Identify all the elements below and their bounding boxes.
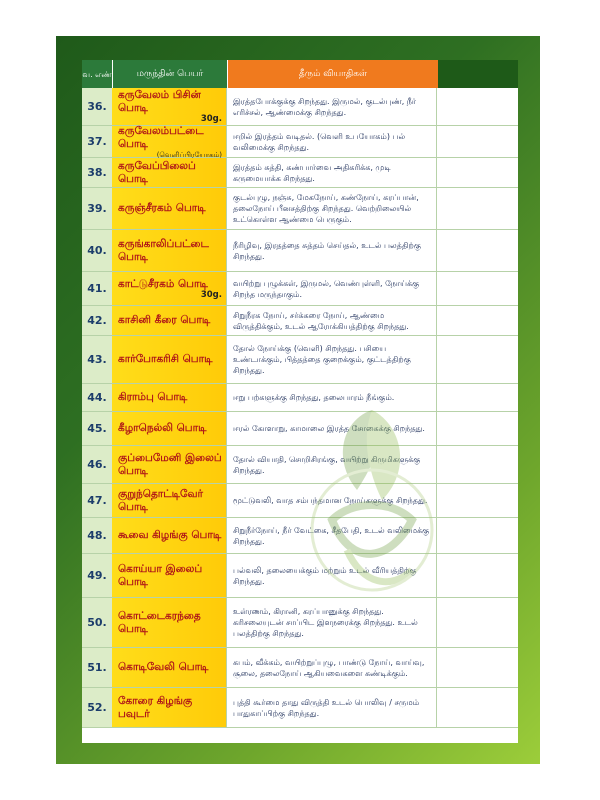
medicine-name-cell (112, 554, 226, 597)
medicine-name-cell (112, 230, 226, 271)
table-row (82, 446, 518, 484)
blank-cell (436, 336, 518, 383)
cures-description: ஈறில் இரத்தம் வடிதல். (வெளி உபயோகம்) பல் வலிமைக்கு சிறந்தது. (226, 126, 436, 157)
row-number: 48. (82, 518, 112, 553)
table-row (82, 648, 518, 688)
medicine-name: கருவேப்பிலைப் பொடி (118, 159, 196, 185)
table-row (82, 188, 518, 230)
row-number: 47. (82, 484, 112, 517)
medicine-name: கருஞ்சீரகம் பொடி (118, 202, 206, 214)
cures-description: தோல் நோய்க்கு (வெளி) சிறந்தது. பசியை உண்டாக்கும், பித்தத்தை குறைக்கும், குட்டத்திற்கு சிறந்தது. (226, 336, 436, 383)
blank-cell (436, 484, 518, 517)
table-row (82, 126, 518, 158)
row-number: 43. (82, 336, 112, 383)
table-row (82, 336, 518, 384)
blank-cell (436, 518, 518, 553)
medicine-name: கார்போகரிசி பொடி (118, 353, 213, 365)
medicine-name-cell (112, 648, 226, 687)
row-number: 36. (82, 88, 112, 125)
table-row (82, 554, 518, 598)
table-row (82, 518, 518, 554)
header-cures: தீரும் வியாதிகள் (227, 60, 438, 88)
row-number: 49. (82, 554, 112, 597)
cures-description: சிறுநீர்நோய், நீர் வேட்கை, சீதபேதி, உடல் வலிமைக்கு சிறந்தது. (226, 518, 436, 553)
header-blank (438, 60, 518, 88)
row-number: 40. (82, 230, 112, 271)
row-number: 50. (82, 598, 112, 647)
cures-description: இரத்தபோக்குக்கு சிறந்தது. இருமல், குடல்புண், நீர் எரிச்சல், ஆண்மைக்கு சிறந்தது. (226, 88, 436, 125)
medicine-table (82, 60, 518, 743)
medicine-name-cell (112, 306, 226, 335)
table-row (82, 272, 518, 306)
cures-description: மூட்டுவலி, வாத சம்பந்தமான நோய்களுக்கு சிறந்தது. (226, 484, 436, 517)
medicine-name: கீழாநெல்லி பொடி (118, 422, 207, 434)
table-row (82, 688, 518, 728)
blank-cell (436, 648, 518, 687)
blank-cell (436, 126, 518, 157)
blank-cell (436, 384, 518, 411)
cures-description: உள்ரணம், கிரானி, கரப்பானுக்கு சிறந்தது. கரிசலையுடன் சாப்பிட இளநரைக்கு சிறந்தது. உடல் பலத்திற்கு சிறந்தது. (226, 598, 436, 647)
blank-cell (436, 188, 518, 229)
cures-description: கபம், வீக்கம், வயிற்றுப்புழு, பாண்டு நோய், வாய்வு, சூலை, தலைநோய் ஆகியவைகளை கண்டிக்கும். (226, 648, 436, 687)
medicine-name: கொய்யா இலைப் பொடி (118, 562, 203, 588)
blank-cell (436, 306, 518, 335)
cures-description: சிறுநீரக நோய், சர்க்கரை நோய், ஆண்மை விருத்திக்கும், உடல் ஆரோக்கியத்திற்கு சிறந்தது. (226, 306, 436, 335)
row-number: 39. (82, 188, 112, 229)
cures-description: ஈறு பற்களுக்கு சிறந்தது, தலைபாரம் நீங்கும். (226, 384, 436, 411)
medicine-name: குறுந்தொட்டிவேர் பொடி (118, 487, 203, 513)
medicine-quantity: 30g. (200, 289, 222, 300)
row-number: 41. (82, 272, 112, 305)
medicine-name: கொட்டைகரந்தை பொடி (118, 609, 201, 635)
header-serial: வ. எண் (82, 60, 112, 88)
medicine-name: கருங்காலிப்பட்டை பொடி (118, 237, 209, 263)
table-row (82, 412, 518, 446)
table-row (82, 230, 518, 272)
medicine-name: காட்டுசீரகம் பொடி (118, 277, 208, 290)
cures-description: வயிற்று புழுக்கள், இருமல், வெண்புள்ளி, நோய்க்கு சிறந்த மருந்தாகும். (226, 272, 436, 305)
header-medicine-name: மருந்தின் பெயர் (112, 60, 227, 88)
medicine-name: கருவேலம் பிசின் பொடி (118, 89, 201, 114)
table-row (82, 306, 518, 336)
row-number: 45. (82, 412, 112, 445)
medicine-name-cell (112, 384, 226, 411)
cures-description: ஈரல் கோளாறு, காமாலை இரத்த சோகைக்கு சிறந்தது. (226, 412, 436, 445)
blank-cell (436, 230, 518, 271)
table-body (82, 88, 518, 728)
table-header (82, 60, 518, 88)
medicine-note: (வெளிப்பிரயோகம்) (156, 150, 222, 159)
blank-cell (436, 272, 518, 305)
blank-cell (436, 158, 518, 187)
medicine-name: கொடிவேலி பொடி (118, 661, 209, 673)
medicine-name-cell (112, 412, 226, 445)
row-number: 44. (82, 384, 112, 411)
row-number: 46. (82, 446, 112, 483)
medicine-name-cell (112, 158, 226, 187)
medicine-name: கிராம்பு பொடி (118, 391, 188, 403)
cures-description: புத்தி கூர்மை தாது விருத்தி உடல் பொலிவு / சருமம் பாதுகாப்பிற்கு சிறந்தது. (226, 688, 436, 727)
row-number: 51. (82, 648, 112, 687)
row-number: 38. (82, 158, 112, 187)
row-number: 37. (82, 126, 112, 157)
medicine-name-cell (112, 336, 226, 383)
medicine-name-cell (112, 518, 226, 553)
table-row (82, 484, 518, 518)
blank-cell (436, 88, 518, 125)
medicine-name-cell (112, 484, 226, 517)
table-row (82, 598, 518, 648)
blank-cell (436, 598, 518, 647)
blank-cell (436, 688, 518, 727)
medicine-name: கூவை கிழங்கு பொடி (118, 529, 222, 541)
medicine-name-cell (112, 446, 226, 483)
medicine-name: காசினி கீரை பொடி (118, 314, 211, 326)
table-row (82, 88, 518, 126)
medicine-name: கருவேலம்பட்டை பொடி (118, 124, 204, 150)
row-number: 42. (82, 306, 112, 335)
medicine-quantity: 30g. (200, 114, 222, 124)
medicine-name-cell (112, 272, 226, 305)
medicine-name-cell (112, 688, 226, 727)
medicine-name-cell (112, 598, 226, 647)
blank-cell (436, 412, 518, 445)
medicine-name-cell (112, 188, 226, 229)
cures-description: பல்வலி, தலையைக்கும் மற்றும் உடல் வீரியத்திற்கு சிறந்தது. (226, 554, 436, 597)
cures-description: குடல்புழு, நஞ்சு, மேகநோய், கண்நோய், கரப்பான், தலைநோய் பீனசத்திற்கு சிறந்தது. வெற்றிலையில் உட்கொள்ள ஆண்மை பெருகும். (226, 188, 436, 229)
medicine-name-cell (112, 126, 226, 157)
medicine-name: கோரை கிழங்கு பவுடர் (118, 694, 193, 720)
cures-description: நீரிழிவு, இரதத்தை சுத்தம் செய்தல், உடல் பலத்திற்கு சிறந்தது. (226, 230, 436, 271)
blank-cell (436, 446, 518, 483)
medicine-name-cell (112, 88, 226, 125)
row-number: 52. (82, 688, 112, 727)
medicine-name: குப்பைமேனி இலைப் பொடி (118, 451, 222, 477)
table-row (82, 158, 518, 188)
cures-description: இரத்தம் சுத்தி, கண்பார்வை அதிகரிக்க, முடி கருமையாக்க சிறந்தது. (226, 158, 436, 187)
table-row (82, 384, 518, 412)
blank-cell (436, 554, 518, 597)
cures-description: தோல் வியாதி, சொறிசிரங்கு, வயிற்று கிருமிகளுக்கு சிறந்தது. (226, 446, 436, 483)
